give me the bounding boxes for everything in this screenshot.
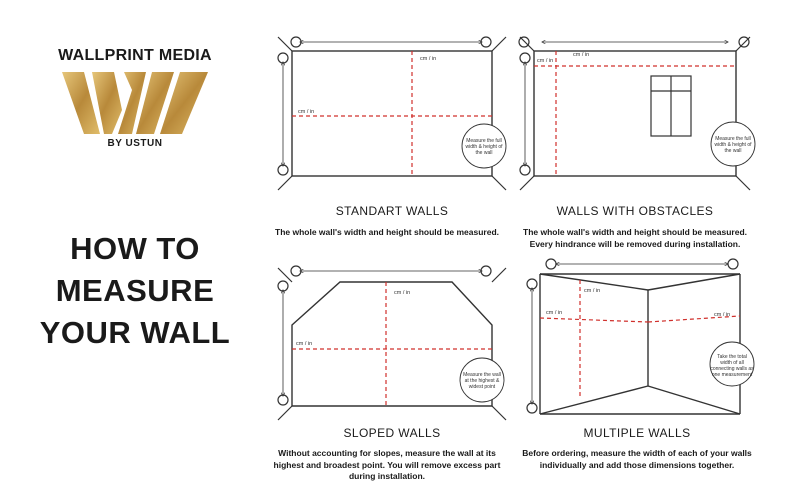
multiple-desc-line-2: individually and add those dimensions together.	[539, 459, 735, 470]
multiple-note-line: connecting walls as	[710, 366, 754, 372]
cm-in-label: cm / in	[546, 310, 563, 316]
headline-line-2: MEASURE	[55, 273, 215, 308]
cm-in-label: cm / in	[296, 341, 313, 347]
cm-in-label: cm / in	[584, 288, 601, 294]
obstacles-note-line: the wall	[724, 148, 742, 154]
headline-line-3: YOUR WALL	[39, 315, 231, 350]
sloped-walls-title: SLOPED WALLS	[343, 426, 441, 440]
obstacles-note-line: Measure the full	[715, 136, 751, 142]
standard-walls-title: STANDART WALLS	[335, 204, 449, 218]
sloped-note-line: widest point	[468, 384, 496, 390]
standard-note-line: width & height of	[465, 144, 503, 150]
cm-in-label: cm / in	[420, 56, 437, 62]
diagram-multiple-walls	[527, 259, 754, 414]
cm-in-label: cm / in	[573, 52, 590, 58]
standard-note-line: Measure the full	[466, 138, 502, 144]
multiple-note-line: Take the total	[717, 354, 747, 360]
obstacles-title: WALLS WITH OBSTACLES	[556, 204, 714, 218]
multiple-walls-title: MULTIPLE WALLS	[583, 426, 691, 440]
standard-walls-desc: The whole wall's width and height should be measured.	[275, 227, 499, 237]
multiple-note-line: width of all	[720, 360, 744, 366]
obstacles-desc	[485, 227, 785, 250]
cm-in-label: cm / in	[714, 312, 731, 318]
sloped-desc-line-3: during installation.	[348, 471, 426, 481]
diagram-walls-with-obstacles	[519, 37, 755, 190]
cm-in-label: cm / in	[298, 109, 315, 115]
sloped-note-line: Measure the wall	[463, 372, 501, 378]
obstacles-desc-line-2: Every hindrance will be removed during installation.	[529, 238, 741, 249]
sloped-note-line: at the highest &	[464, 378, 500, 384]
multiple-desc-line-1: Before ordering, measure the width of each of your walls	[522, 448, 752, 458]
multiple-walls-desc	[487, 448, 787, 471]
brand-tagline: BY USTUN	[107, 138, 163, 149]
sloped-desc-line-2: highest and broadest point. You will remove excess part	[273, 459, 501, 470]
standard-note-line: the wall	[475, 150, 493, 156]
sloped-desc-line-1: Without accounting for slopes, measure the wall at its	[278, 448, 496, 458]
headline-line-1: HOW TO	[70, 231, 200, 266]
cm-in-label: cm / in	[537, 58, 554, 64]
obstacles-note-line: width & height of	[714, 142, 752, 148]
obstacles-desc-line-1: The whole wall's width and height should be measured.	[523, 227, 747, 237]
brand-name: WALLPRINT MEDIA	[58, 47, 212, 64]
cm-in-label: cm / in	[394, 290, 411, 296]
multiple-note-line: one measurement	[711, 372, 753, 378]
